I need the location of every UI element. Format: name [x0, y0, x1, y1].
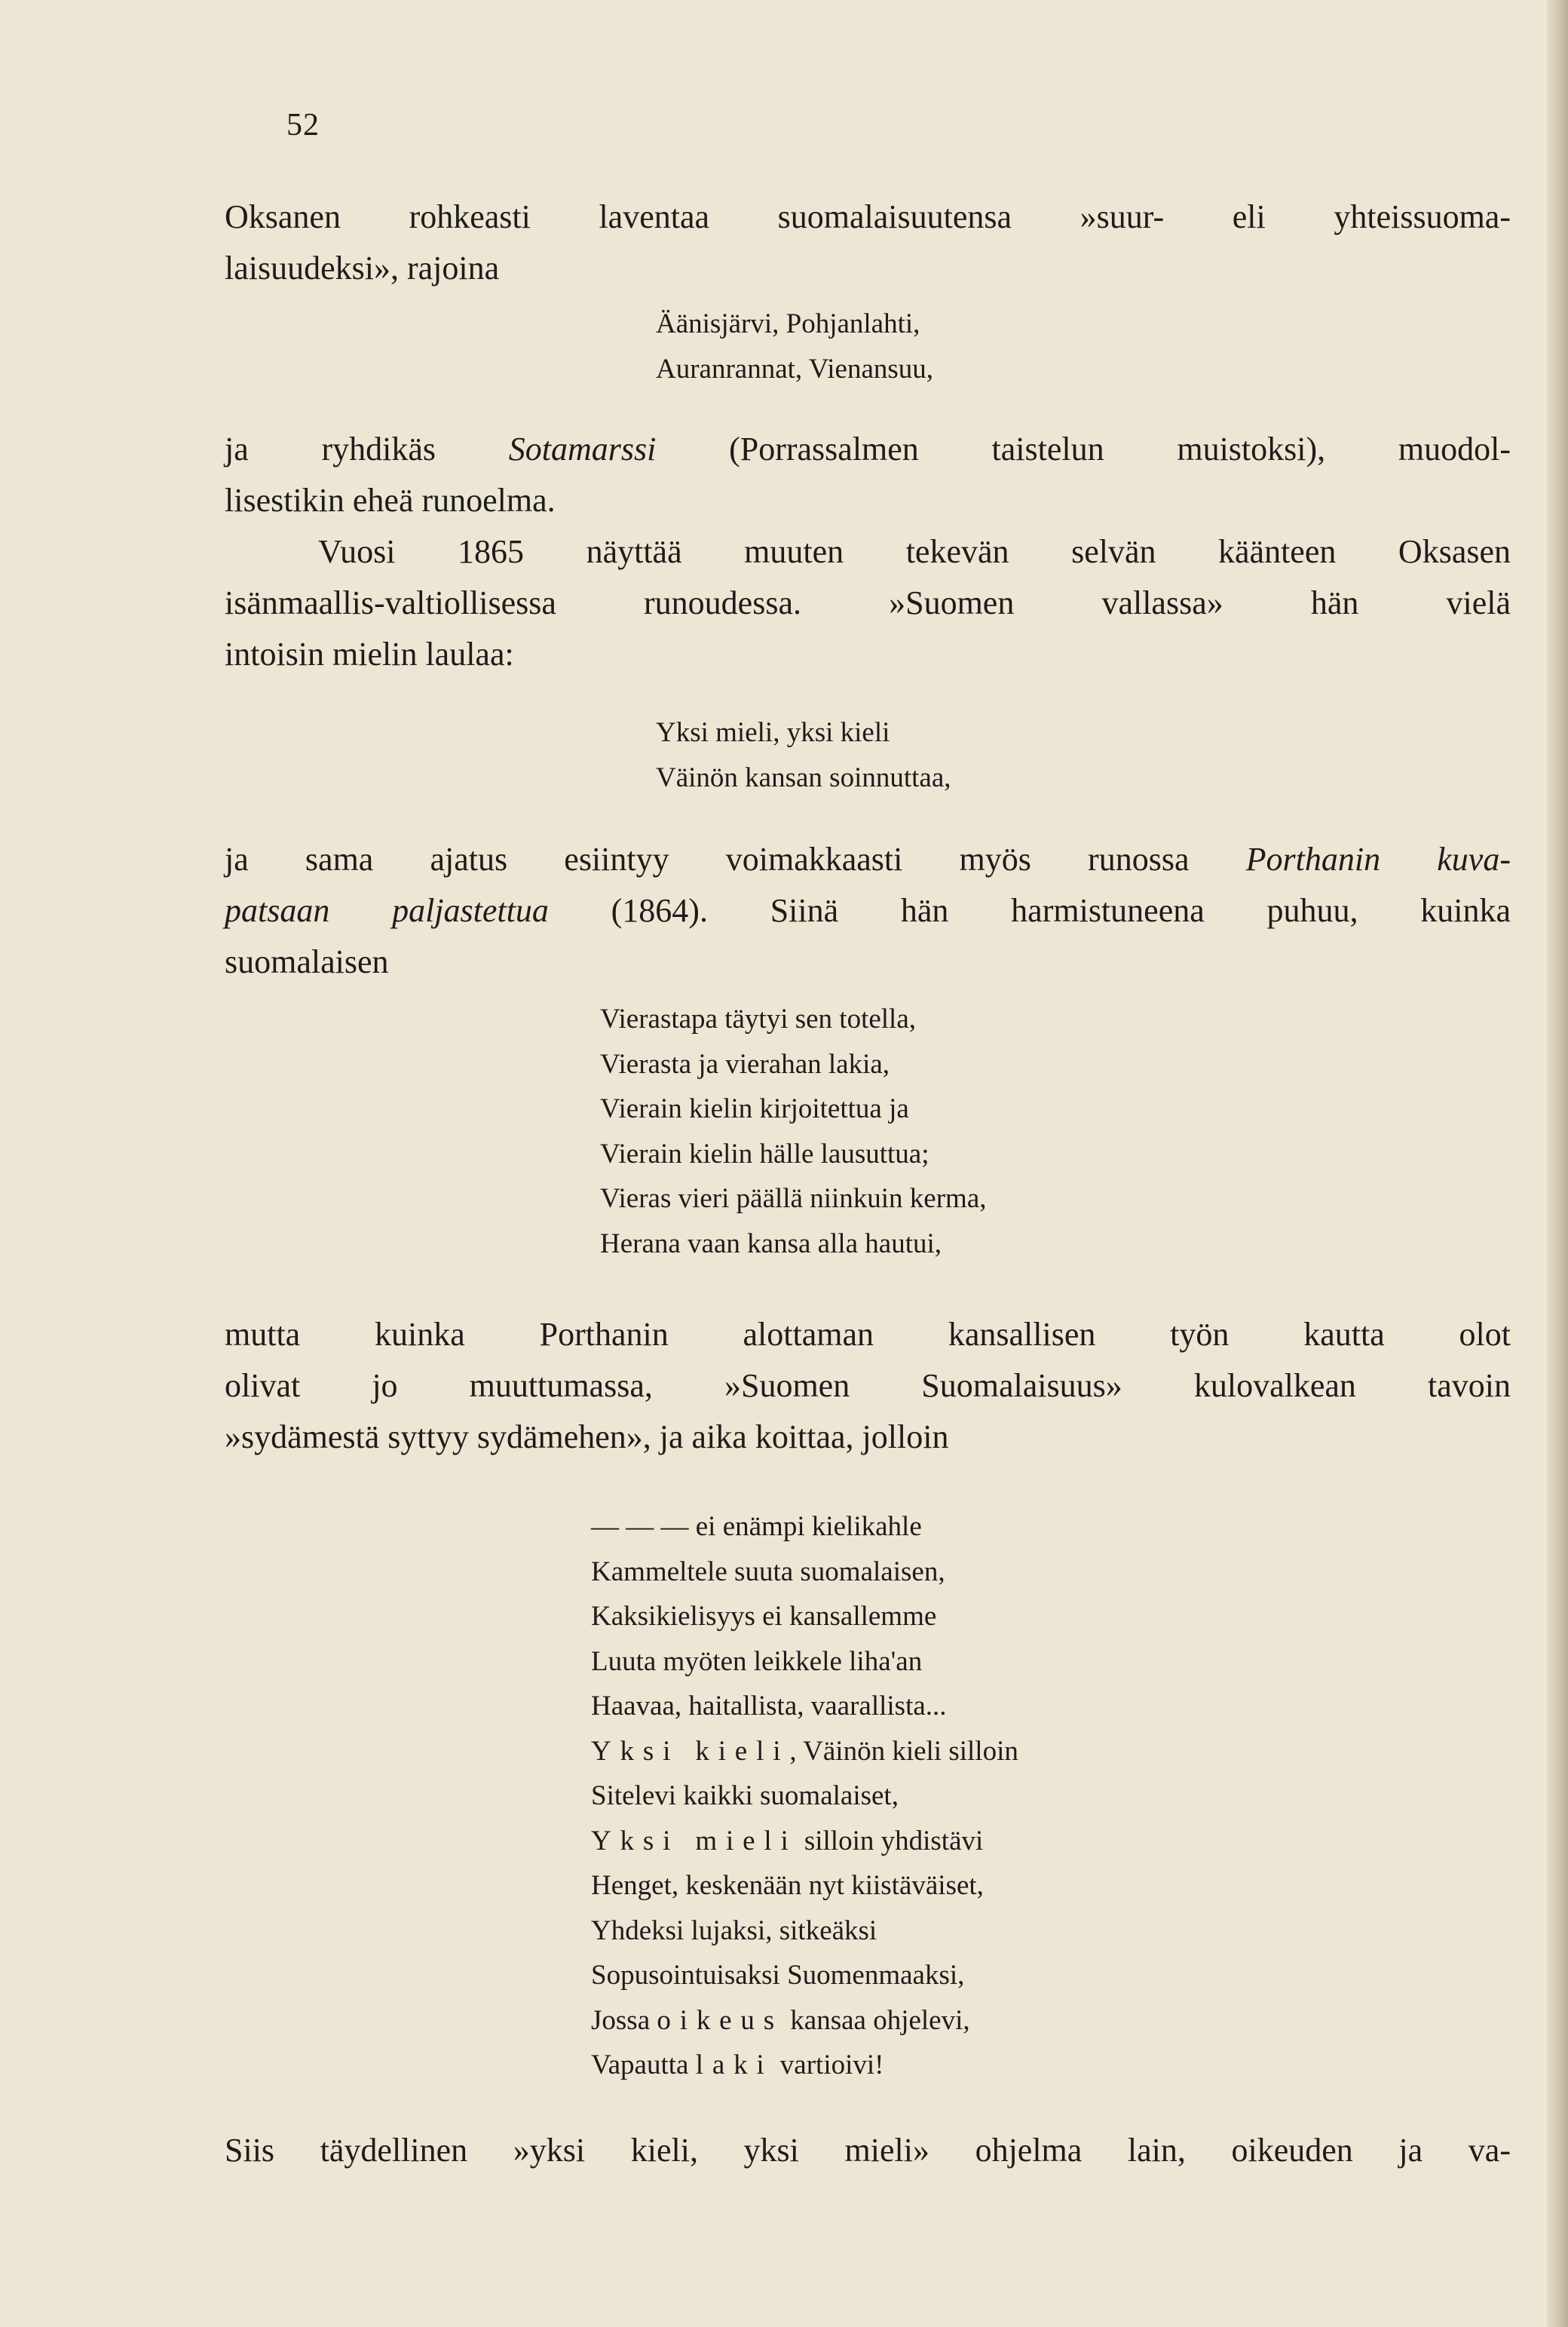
text-line: [225, 834, 1511, 885]
verse-line: Herana vaan kansa alla hautui,: [600, 1228, 942, 1259]
verse-line: Yhdeksi lujaksi, sitkeäksi: [591, 1915, 877, 1946]
verse-line: Sopusointuisaksi Suomenmaaksi,: [591, 1960, 965, 1991]
text-span: (1864). Siinä hän harmistuneena puhuu, kuinka: [548, 892, 1511, 929]
verse-line: — — — ei enämpi kielikahle: [591, 1511, 922, 1542]
verse-quote-3: [600, 997, 987, 1266]
paragraph-5: [225, 2125, 1511, 2176]
text-line: [225, 885, 1511, 937]
verse-quote-1: [656, 302, 933, 391]
italic-title: Sotamarssi: [508, 431, 657, 468]
text-line: [225, 424, 1511, 475]
paragraph-2: [225, 424, 1511, 680]
text-span: ja sama ajatus esiintyy voimakkaasti myös runossa: [225, 841, 1246, 878]
verse-line: Vieras vieri päällä niinkuin kerma,: [600, 1183, 987, 1214]
verse-line: Vierastapa täytyi sen totella,: [600, 1004, 917, 1035]
verse-line: [591, 1819, 1018, 1864]
text-line: isänmaallis-valtiollisessa runoudessa. »Suomen vallassa» hän vielä: [225, 584, 1511, 621]
text-span: silloin yhdistävi: [797, 1825, 984, 1856]
verse-line: [591, 1729, 1018, 1774]
spaced-emphasis: Yksi mieli: [591, 1825, 798, 1856]
paragraph-4: [225, 1309, 1511, 1463]
page-edge: [1547, 0, 1568, 2327]
text-line: »sydämestä syttyy sydämehen», ja aika koittaa, jolloin: [225, 1418, 949, 1455]
verse-line: Haavaa, haitallista, vaarallista...: [591, 1691, 947, 1721]
verse-quote-4: [591, 1504, 1018, 2088]
text-line: lisestikin eheä runoelma.: [225, 482, 556, 519]
paragraph-1: [225, 192, 1511, 294]
spaced-emphasis: oikeus: [657, 2004, 784, 2036]
verse-line: Kammeltele suuta suomalaisen,: [591, 1556, 945, 1587]
verse-line: Vierain kielin kirjoitettua ja: [600, 1093, 909, 1124]
text-span: Jossa: [591, 2004, 657, 2036]
text-span: ja ryhdikäs: [225, 431, 509, 468]
text-line: Siis täydellinen »yksi kieli, yksi mieli» ohjelma lain, oikeuden ja va-: [225, 2132, 1511, 2169]
text-line: intoisin mielin laulaa:: [225, 636, 514, 673]
text-span: (Porrassalmen taistelun muistoksi), muodol-: [656, 431, 1511, 468]
verse-line: Yksi mieli, yksi kieli: [656, 717, 890, 748]
verse-line: Sitelevi kaikki suomalaiset,: [591, 1780, 899, 1811]
text-line: mutta kuinka Porthanin alottaman kansallisen työn kautta olot: [225, 1316, 1511, 1353]
verse-line: Luuta myöten leikkele liha'an: [591, 1645, 923, 1677]
text-span: , Väinön kieli silloin: [789, 1735, 1018, 1767]
page-number: 52: [286, 108, 320, 143]
italic-title: Porthanin kuva-: [1245, 841, 1511, 878]
paragraph-3: [225, 834, 1511, 988]
verse-line: Vierain kielin hälle lausuttua;: [600, 1138, 929, 1170]
verse-line: Henget, keskenään nyt kiistäväiset,: [591, 1870, 984, 1901]
verse-line: Väinön kansan soinnuttaa,: [656, 762, 951, 793]
verse-line: Kaksikielisyys ei kansallemme: [591, 1601, 937, 1632]
text-line: olivat jo muuttumassa, »Suomen Suomalaisuus» kulovalkean tavoin: [225, 1367, 1511, 1404]
spaced-emphasis: laki: [695, 2050, 773, 2080]
text-span: kansaa ohjelevi,: [783, 2004, 970, 2036]
verse-line: Vierasta ja vierahan lakia,: [600, 1048, 890, 1080]
spaced-emphasis: Yksi kieli: [591, 1735, 790, 1767]
text-line: laisuudeksi», rajoina: [225, 250, 500, 287]
verse-line: [591, 2043, 1018, 2088]
verse-line: Äänisjärvi, Pohjanlahti,: [656, 308, 920, 339]
text-span: vartioivi!: [773, 2050, 884, 2080]
verse-quote-2: [656, 710, 951, 800]
text-span: Vapautta: [591, 2050, 696, 2080]
text-line: Oksanen rohkeasti laventaa suomalaisuutensa »suur- eli yhteissuoma-: [225, 198, 1511, 235]
text-line: Vuosi 1865 näyttää muuten tekevän selvän käänteen Oksasen: [318, 533, 1511, 570]
verse-line: [591, 1998, 1018, 2043]
text-line: suomalaisen: [225, 943, 389, 980]
italic-title: patsaan paljastettua: [225, 892, 549, 929]
verse-line: Auranrannat, Vienansuu,: [656, 353, 934, 385]
